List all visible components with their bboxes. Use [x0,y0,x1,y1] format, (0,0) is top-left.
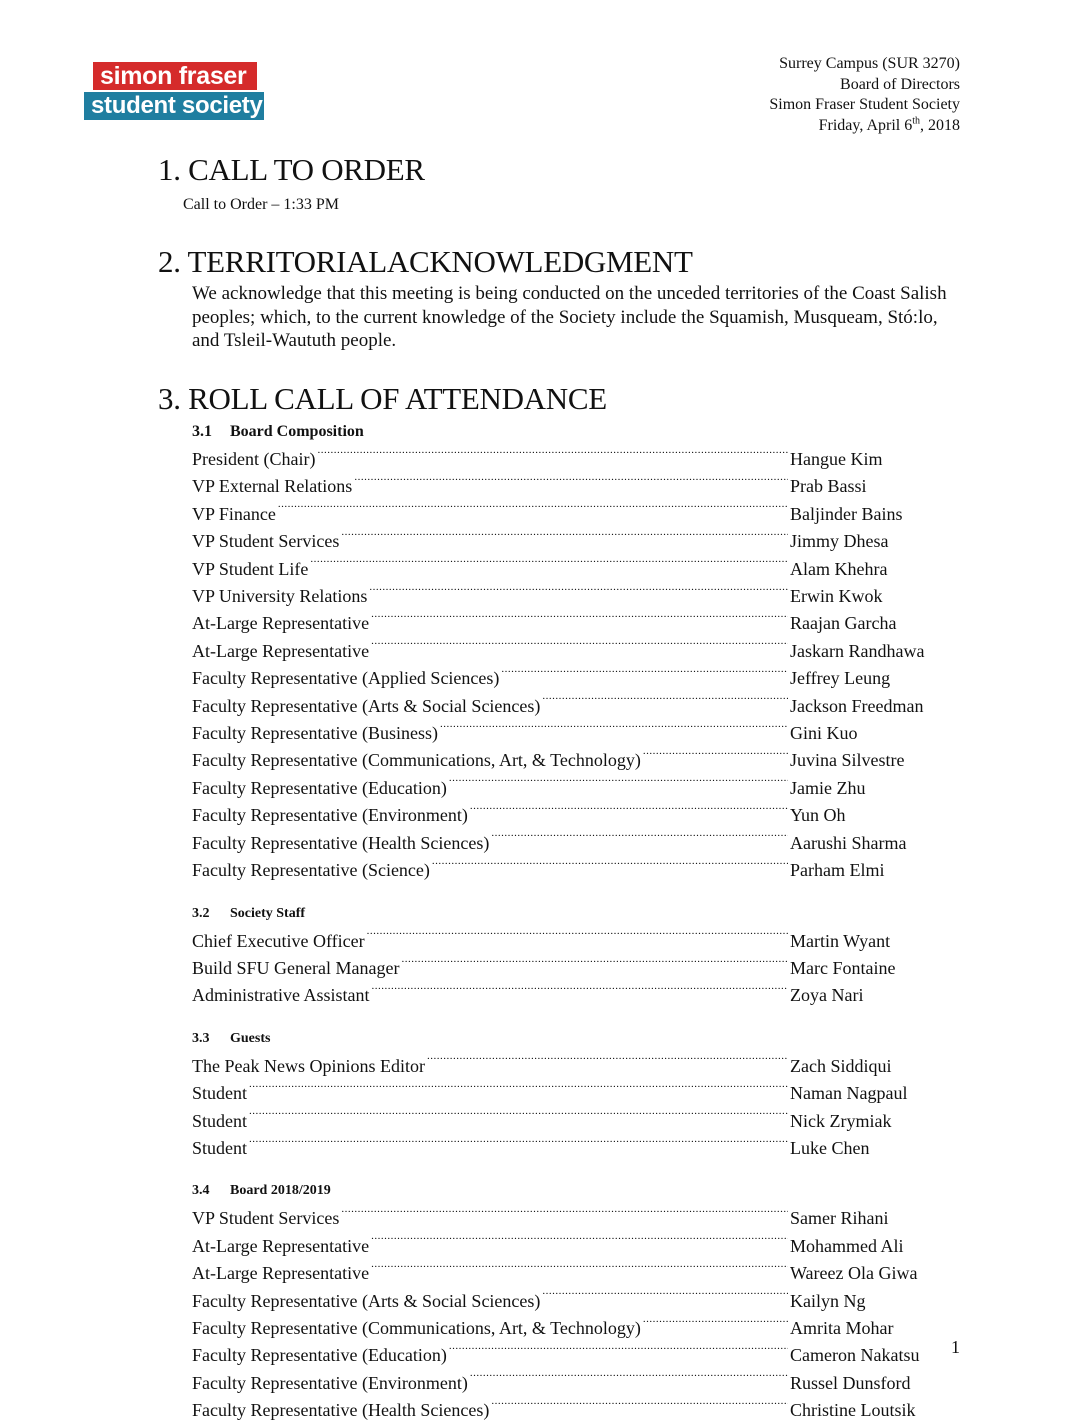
attendance-row [192,1230,948,1257]
attendance-row [192,1050,948,1077]
dot-leader [425,1050,788,1072]
attendance-row [192,952,948,979]
attendee-name: Jaskarn Randhawa [790,640,925,661]
attendance-row [192,553,948,580]
attendance-role: VP Student Life [192,558,309,579]
attendee-name: Kailyn Ng [790,1290,866,1311]
attendee-name: Baljinder Bains [790,503,903,524]
attendee-name: Marc Fontaine [790,957,896,978]
attendee-name: Parham Elmi [790,860,885,881]
subsection-number: 3.1 [192,423,212,440]
attendance-role: Faculty Representative (Communications, Art, & Technology) [192,750,641,771]
attendance-row [192,1105,948,1132]
attendance-row [192,443,948,470]
dot-leader [247,1077,788,1099]
dot-leader [352,470,788,492]
dot-leader [489,827,788,849]
attendance-role: VP External Relations [192,476,353,497]
subsection-title: Guests [230,1030,271,1046]
attendee-name: Christine Loutsik [790,1400,916,1421]
attendee-name: Jeffrey Leung [790,668,891,689]
attendance-role: President (Chair) [192,449,316,469]
attendance-role: Student [192,1110,248,1131]
attendee-name: Russel Dunsford [790,1372,911,1393]
section-roll-call [158,381,968,1422]
dot-leader [339,1202,788,1224]
attendance-role: Faculty Representative (Arts & Social Sciences) [192,695,541,716]
dot-leader [247,1105,788,1127]
subsection-title: Board 2018/2019 [230,1183,331,1199]
logo-line-2: student society [84,92,264,120]
attendee-name: Martin Wyant [790,930,891,951]
dot-leader [276,498,788,520]
subsection-number: 3.3 [192,1030,210,1046]
section-heading: 3. ROLL CALL OF ATTENDANCE [158,381,607,416]
attendance-role: Faculty Representative (Applied Sciences) [192,668,500,689]
attendance-row [192,717,948,744]
attendance-row [192,1257,948,1284]
attendee-name: Luke Chen [790,1137,870,1158]
dot-leader [468,1367,788,1389]
attendance-role: VP Finance [192,503,276,524]
attendee-name: Naman Nagpaul [790,1083,908,1104]
sfss-logo [84,62,264,120]
dot-leader [308,553,788,575]
section-heading: 1. CALL TO ORDER [158,152,425,187]
subsection-number: 3.4 [192,1183,210,1199]
attendance-role: Student [192,1083,248,1104]
dot-leader [369,607,788,629]
header-date-suffix: , 2018 [920,116,960,134]
attendance-row [192,1339,948,1366]
section-call-to-order [158,152,968,214]
dot-leader [369,1230,788,1252]
attendance-row [192,470,948,497]
header-body: Board of Directors [840,75,960,93]
attendee-name: Mohammed Ali [790,1235,904,1256]
attendance-row [192,744,948,771]
attendance-role: Build SFU General Manager [192,957,400,978]
attendee-name: Amrita Mohar [790,1317,894,1338]
section-territorial-acknowledgment [158,244,968,353]
header-org: Simon Fraser Student Society [769,96,960,113]
attendee-name: Zach Siddiqui [790,1055,892,1076]
dot-leader [641,1312,788,1334]
subsection-heading [192,903,948,925]
subsection-heading [192,1028,948,1050]
attendee-name: Raajan Garcha [790,613,897,634]
attendance-row [192,607,948,634]
attendance-role: Faculty Representative (Communications, Art, & Technology) [192,1317,641,1338]
attendance-role: Faculty Representative (Business) [192,723,438,744]
meeting-header [769,54,960,136]
attendance-row [192,580,948,607]
attendee-name: Erwin Kwok [790,586,883,607]
attendance-row [192,799,948,826]
attendance-row [192,635,948,662]
attendee-name: Cameron Nakatsu [790,1345,920,1366]
attendance-role: Faculty Representative (Science) [192,860,430,881]
attendance-role: Faculty Representative (Arts & Social Sciences) [192,1290,541,1311]
attendance-role: Faculty Representative (Environment) [192,1372,468,1393]
attendance-list-staff [192,925,948,1007]
section-heading: 2. TERRITORIALACKNOWLEDGMENT [158,244,693,279]
subsection-number: 3.2 [192,905,210,921]
attendee-name: Jackson Freedman [790,695,924,716]
dot-leader [540,1285,788,1307]
attendance-role: At-Large Representative [192,613,370,634]
attendance-role: Faculty Representative (Education) [192,777,447,798]
attendance-role: Faculty Representative (Health Sciences) [192,832,490,853]
dot-leader [365,925,788,947]
attendance-role: Faculty Representative (Health Sciences) [192,1400,490,1421]
attendance-role: At-Large Representative [192,1263,370,1284]
attendee-name: Nick Zrymiak [790,1110,892,1131]
attendance-row [192,690,948,717]
header-date-prefix: Friday, April 6 [818,116,913,134]
attendance-role: Administrative Assistant [192,985,370,1006]
dot-leader [430,854,788,876]
attendance-row [192,662,948,689]
dot-leader [489,1394,788,1416]
attendance-row [192,979,948,1006]
attendee-name: Aarushi Sharma [790,832,907,853]
roll-call-body [192,421,948,1422]
header-location: Surrey Campus (SUR 3270) [779,55,960,72]
attendance-role: Chief Executive Officer [192,930,365,951]
dot-leader [499,662,788,684]
header-date [769,116,960,137]
attendee-name: Juvina Silvestre [790,750,905,771]
attendance-row [192,1312,948,1339]
call-to-order-text: Call to Order – 1:33 PM [183,196,339,213]
attendance-role: VP University Relations [192,586,368,607]
dot-leader [438,717,788,739]
attendee-name: Jamie Zhu [790,777,866,798]
attendance-row [192,525,948,552]
logo-line-1: simon fraser [93,62,257,90]
attendance-role: At-Large Representative [192,640,370,661]
attendee-name: Yun Oh [790,805,846,826]
dot-leader [339,525,788,547]
attendee-name: Zoya Nari [790,985,864,1006]
attendance-row [192,1132,948,1159]
attendee-name: Wareez Ola Giwa [790,1263,918,1284]
subsection-heading [192,421,948,443]
page-number: 1 [951,1337,960,1357]
dot-leader [367,580,788,602]
attendance-role: Faculty Representative (Environment) [192,805,468,826]
header-date-sup: th [912,115,920,127]
attendance-role: At-Large Representative [192,1235,370,1256]
dot-leader [399,952,788,974]
attendance-role: Student [192,1137,248,1158]
dot-leader [315,443,788,465]
attendance-role: Faculty Representative (Education) [192,1345,447,1366]
dot-leader [369,1257,788,1279]
attendee-name: Prab Bassi [790,476,867,497]
dot-leader [641,744,788,766]
attendance-list-board-next [192,1202,948,1421]
dot-leader [468,799,788,821]
subsection-heading [192,1180,948,1202]
dot-leader [369,635,788,657]
acknowledgment-paragraph: We acknowledge that this meeting is being conducted on the unceded territories of the Coast Salish peoples; which, to the current knowledge of the Society include the Squamish, Musqueam, Stó:lo, and Tsleil-Waututh people. [192,283,947,351]
attendee-name: Gini Kuo [790,723,858,744]
attendance-role: VP Student Services [192,1208,340,1229]
attendance-row [192,772,948,799]
attendance-row [192,1367,948,1394]
dot-leader [247,1132,788,1154]
dot-leader [447,772,788,794]
subsection-title: Board Composition [230,423,364,440]
attendance-row [192,827,948,854]
dot-leader [370,979,789,1001]
attendance-role: VP Student Services [192,531,340,552]
attendance-row [192,1202,948,1229]
attendance-row [192,854,948,881]
dot-leader [447,1339,788,1361]
attendance-row [192,1285,948,1312]
attendance-row [192,1077,948,1104]
attendee-name: Samer Rihani [790,1208,889,1229]
dot-leader [540,690,788,712]
attendance-role: The Peak News Opinions Editor [192,1055,425,1076]
attendee-name: Alam Khehra [790,558,888,579]
attendee-name: Jimmy Dhesa [790,531,889,552]
attendance-row [192,925,948,952]
attendance-list-guests [192,1050,948,1160]
attendance-row [192,498,948,525]
attendee-name: Hangue Kim [790,449,883,469]
subsection-title: Society Staff [230,905,306,921]
attendance-list-board [192,443,948,882]
